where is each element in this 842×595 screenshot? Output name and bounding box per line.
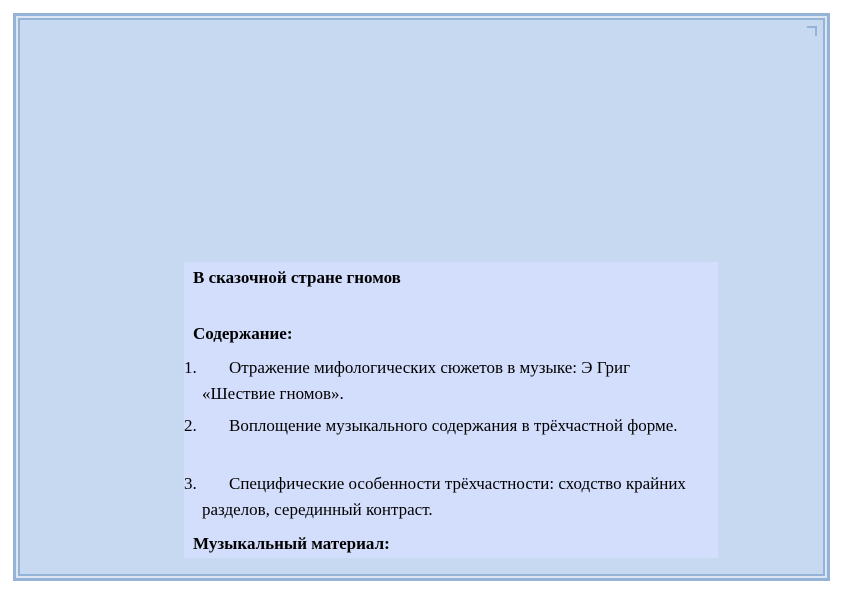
music-material-heading: Музыкальный материал:: [193, 534, 390, 553]
frame-corner-decoration: [807, 26, 817, 36]
list-item-text: Воплощение музыкального содержания в трёхчастной форме.: [229, 416, 678, 435]
list-item-number: 2.: [184, 416, 197, 435]
content-text-box[interactable]: [184, 262, 718, 558]
list-item-text: Отражение мифологических сюжетов в музыке: Э Григ «Шествие гномов».: [202, 358, 631, 403]
list-item-number: 3.: [184, 474, 197, 493]
list-item-number: 1.: [184, 358, 197, 377]
contents-heading: Содержание:: [193, 324, 293, 343]
list-item: [184, 355, 704, 407]
lesson-title: В сказочной стране гномов: [193, 268, 401, 287]
slide-frame: [13, 13, 830, 581]
list-item: [184, 471, 704, 523]
list-item: [184, 413, 704, 439]
list-item-text: Специфические особенности трёхчастности: сходство крайних разделов, серединный контраст.: [202, 474, 686, 519]
